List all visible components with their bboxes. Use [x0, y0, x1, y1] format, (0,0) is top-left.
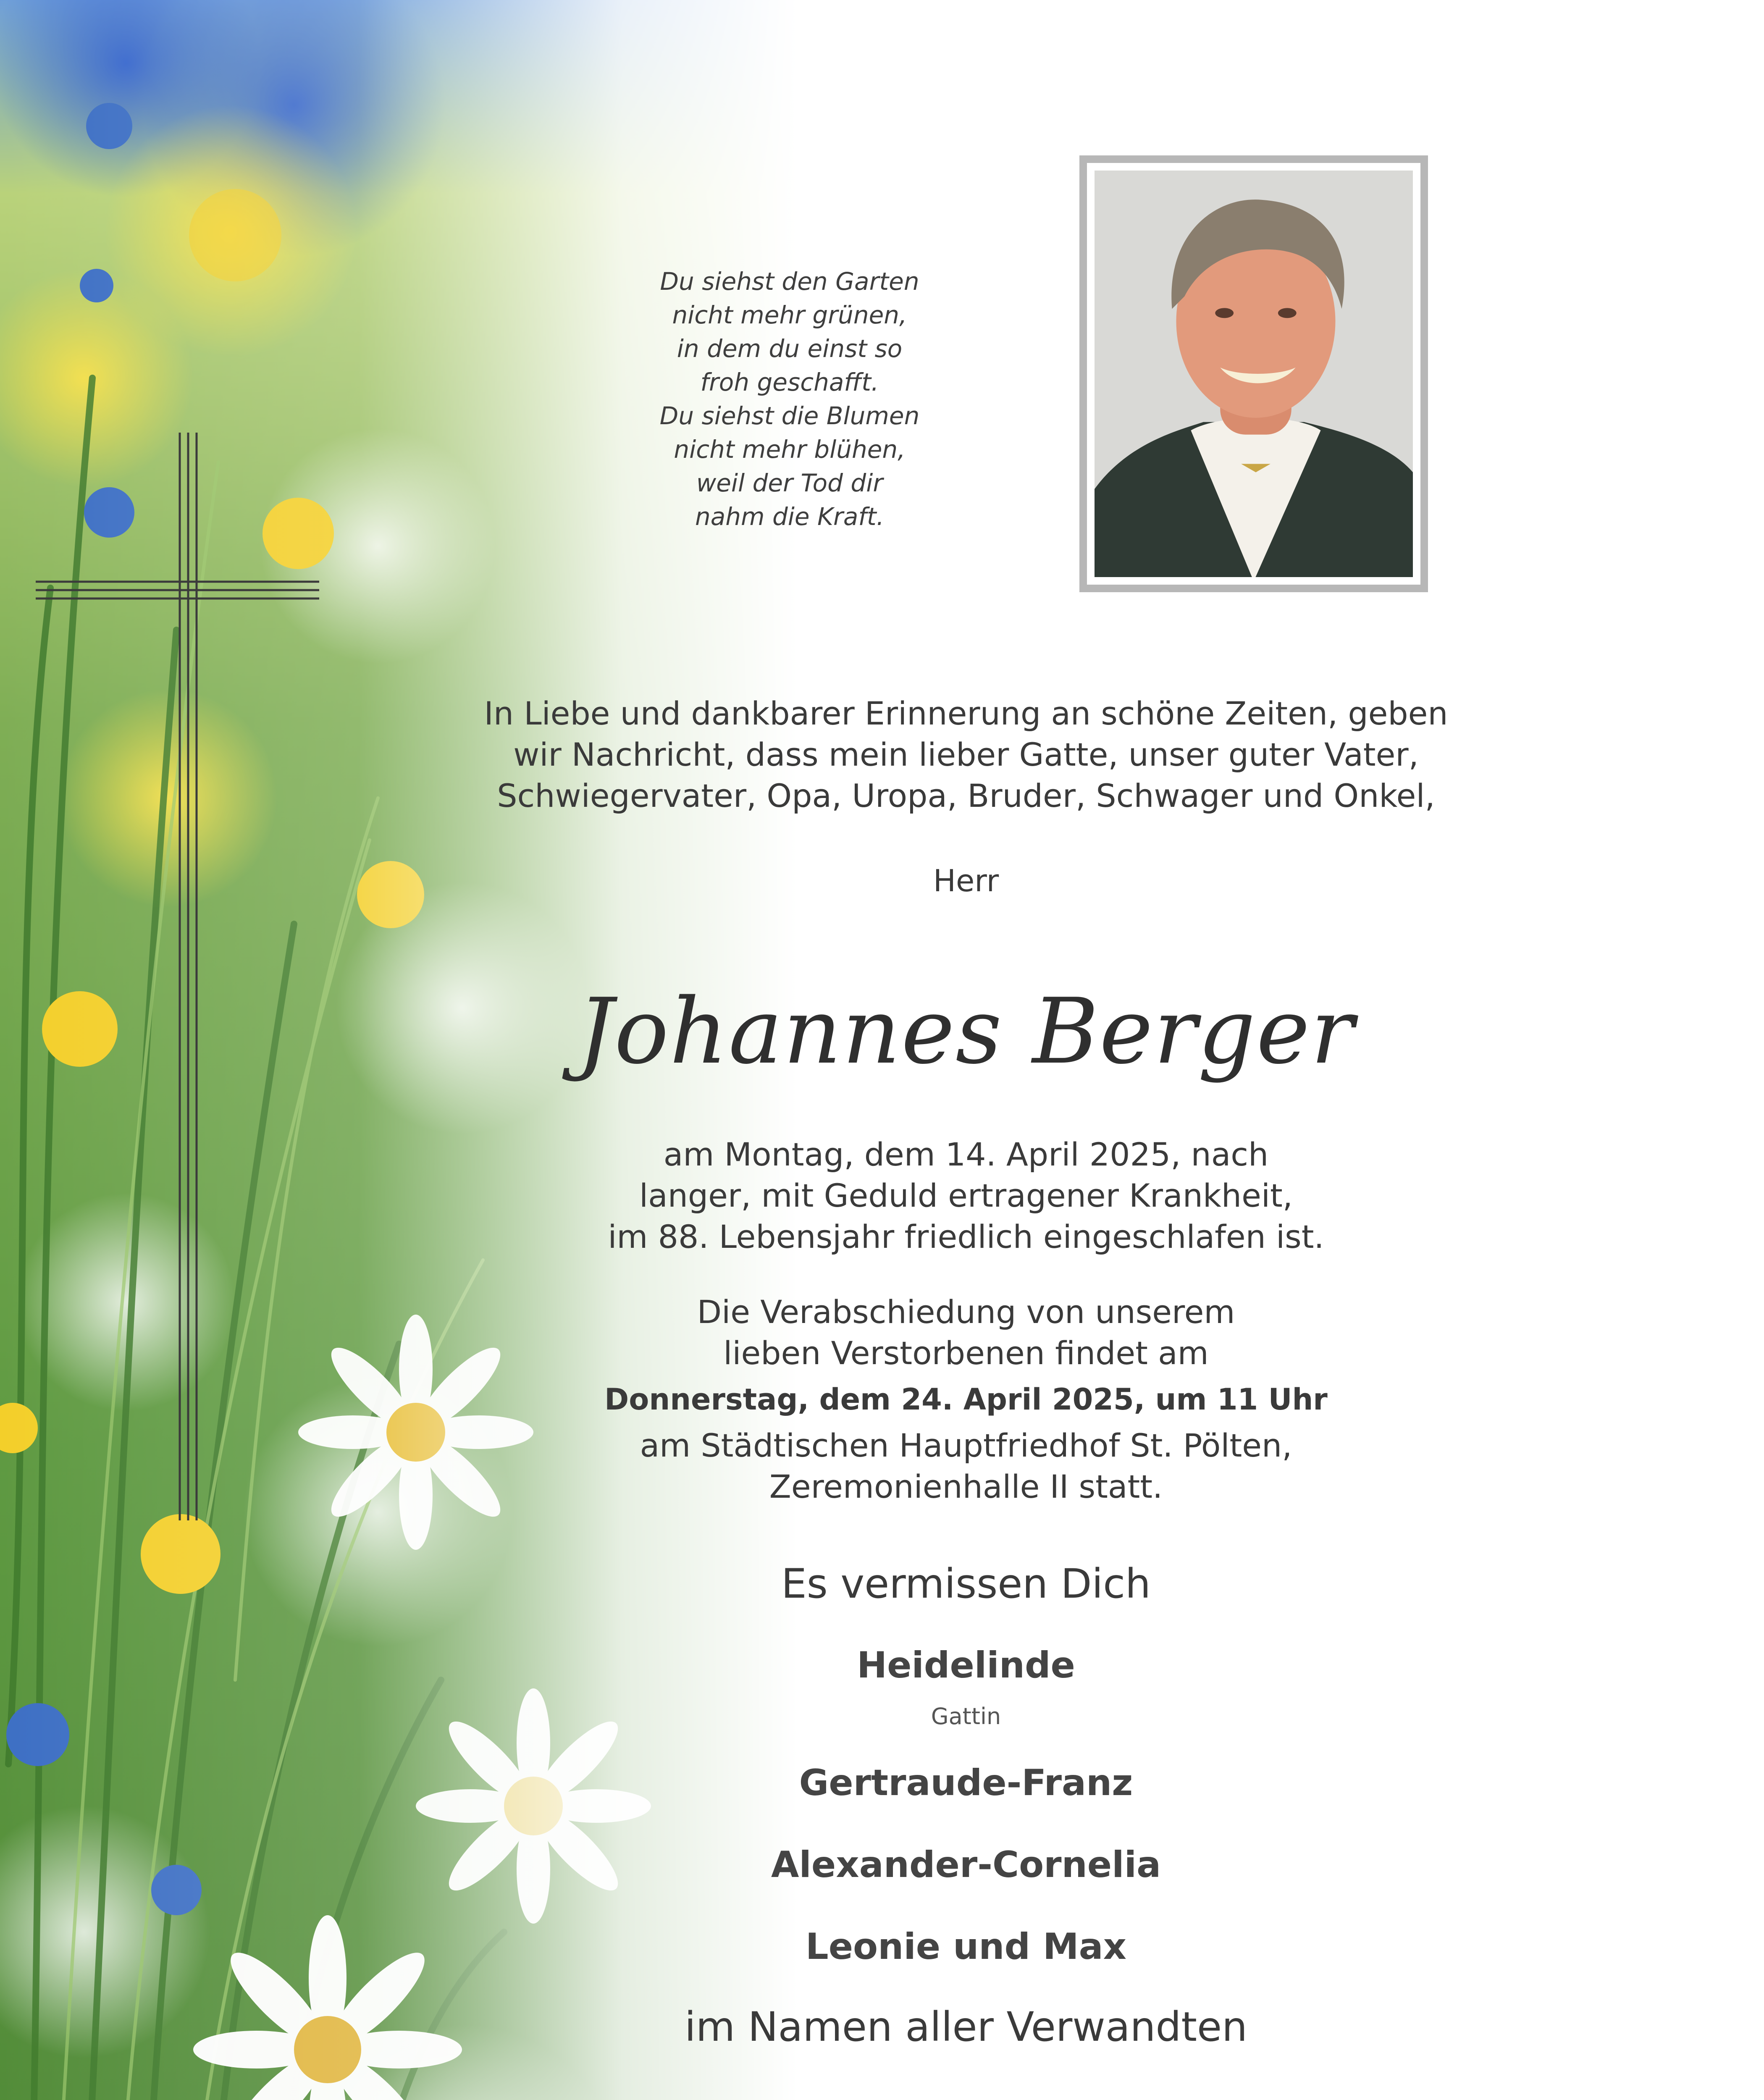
- poem-line: in dem du einst so: [677, 334, 903, 363]
- funeral-line: Zeremonienhalle II statt.: [769, 1468, 1163, 1505]
- poem-line: Du siehst die Blumen: [659, 402, 920, 430]
- poem-line: weil der Tod dir: [696, 469, 883, 497]
- portrait-photo: [1087, 163, 1420, 585]
- mourner-name: Alexander-Cornelia: [771, 1844, 1161, 1886]
- poem-line: nicht mehr grünen,: [672, 301, 907, 329]
- details-line: langer, mit Geduld ertragener Krankheit,: [639, 1177, 1293, 1214]
- intro-text: [399, 693, 1533, 816]
- funeral-line: lieben Verstorbenen findet am: [723, 1334, 1209, 1372]
- funeral-line: am Städtischen Hauptfriedhof St. Pölten,: [640, 1427, 1292, 1464]
- details-line: am Montag, dem 14. April 2025, nach: [663, 1136, 1269, 1173]
- funeral-line: Die Verabschiedung von unserem: [697, 1293, 1235, 1331]
- salutation: Herr: [933, 863, 999, 898]
- relatives-text: im Namen aller Verwandten: [685, 2003, 1247, 2050]
- missing-text: Es vermissen Dich: [781, 1560, 1151, 1607]
- funeral-info: [399, 1292, 1533, 1507]
- mourner-name: Heidelinde: [857, 1644, 1075, 1686]
- funeral-date: Donnerstag, dem 24. April 2025, um 11 Uhr: [604, 1382, 1328, 1417]
- mourner-name: Gertraude-Franz: [799, 1762, 1133, 1804]
- intro-line: Schwiegervater, Opa, Uropa, Bruder, Schwager und Onkel,: [497, 777, 1435, 814]
- intro-line: wir Nachricht, dass mein lieber Gatte, unser guter Vater,: [513, 736, 1419, 773]
- poem-line: nicht mehr blühen,: [674, 435, 906, 464]
- poem-line: froh geschafft.: [700, 368, 879, 396]
- death-details: [399, 1134, 1533, 1257]
- mourner-relation: Gattin: [931, 1703, 1001, 1730]
- memorial-poem: [580, 265, 1000, 533]
- portrait-frame: [1079, 155, 1428, 592]
- details-line: im 88. Lebensjahr friedlich eingeschlafen ist.: [608, 1218, 1324, 1255]
- deceased-name: Johannes Berger: [577, 979, 1355, 1084]
- poem-line: Du siehst den Garten: [660, 267, 919, 296]
- mourner-name: Leonie und Max: [805, 1926, 1127, 1968]
- intro-line: In Liebe und dankbarer Erinnerung an schöne Zeiten, geben: [484, 695, 1448, 732]
- poem-line: nahm die Kraft.: [695, 502, 885, 531]
